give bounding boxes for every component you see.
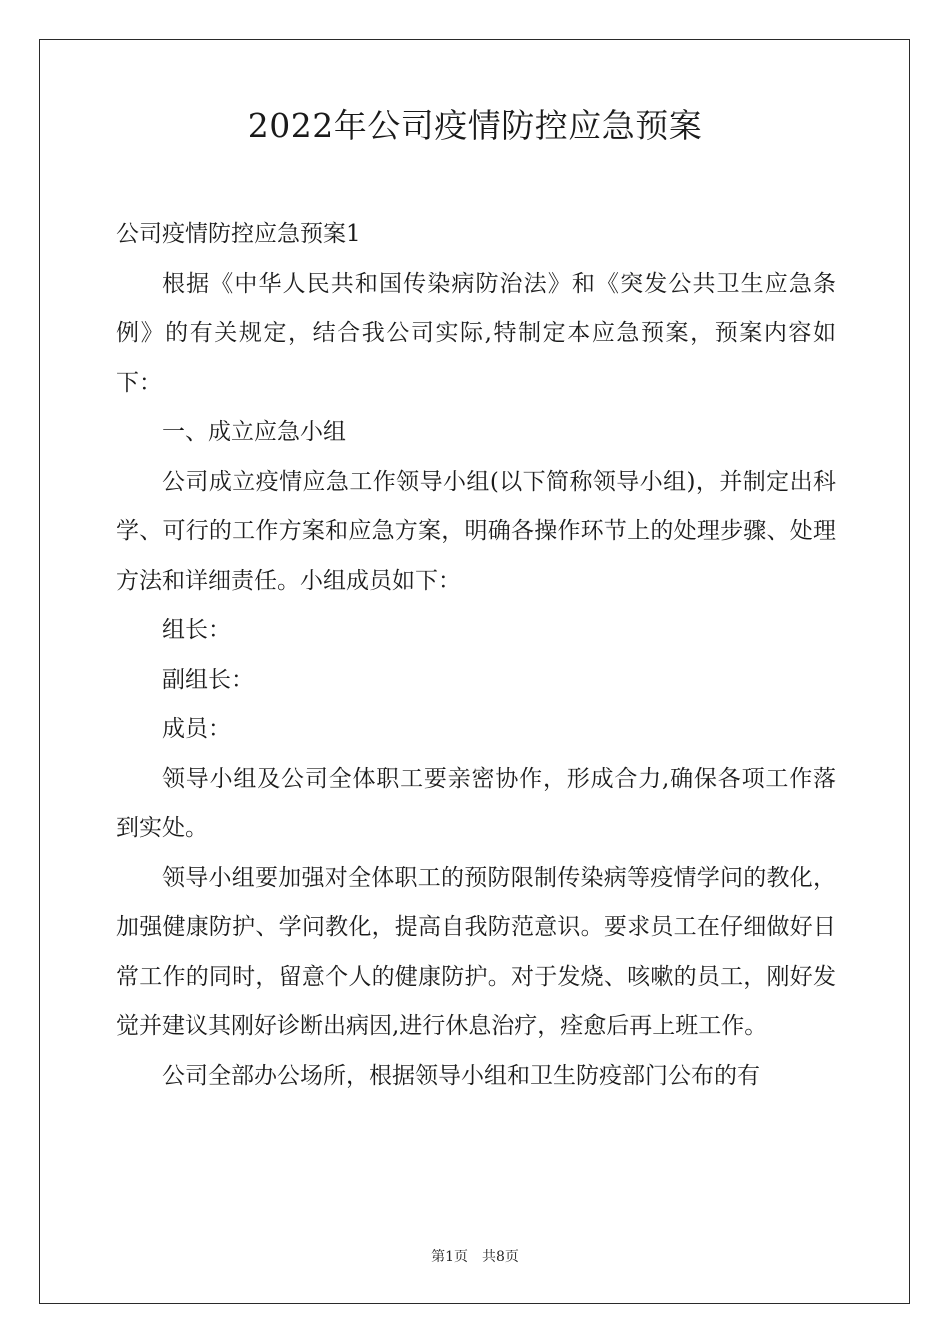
paragraph: 领导小组及公司全体职工要亲密协作，形成合力,确保各项工作落到实处。 <box>116 765 836 841</box>
paragraph: 领导小组要加强对全体职工的预防限制传染病等疫情学问的教化，加强健康防护、学问教化，提高自我防范意识。要求员工在仔细做好日常工作的同时，留意个人的健康防护。对于发烧、咳嗽的员工，刚好发觉并建议其刚好诊断出病因,进行休息治疗，痊愈后再上班工作。 <box>116 864 836 1039</box>
member-line-leader: 组长： <box>162 617 231 643</box>
paragraph: 根据《中华人民共和国传染病防治法》和《突发公共卫生应急条例》的有关规定，结合我公司实际,特制定本应急预案，预案内容如下： <box>116 270 836 396</box>
document-title: 2022年公司疫情防控应急预案 <box>247 106 703 145</box>
document-body <box>116 210 836 1101</box>
paragraph: 公司全部办公场所，根据领导小组和卫生防疫部门公布的有 <box>162 1062 760 1089</box>
paragraph: 公司成立疫情应急工作领导小组(以下简称领导小组)，并制定出科学、可行的工作方案和应急方案，明确各操作环节上的处理步骤、处理方法和详细责任。小组成员如下： <box>116 468 836 594</box>
member-line-members: 成员： <box>162 716 231 742</box>
page-number-total: 共8页 <box>482 1249 519 1265</box>
page-footer <box>0 1248 950 1266</box>
subsection-heading: 一、成立应急小组 <box>162 419 346 445</box>
section-heading: 公司疫情防控应急预案1 <box>116 221 361 247</box>
page-number-current: 第1页 <box>431 1249 468 1265</box>
member-line-deputy: 副组长： <box>162 666 254 693</box>
